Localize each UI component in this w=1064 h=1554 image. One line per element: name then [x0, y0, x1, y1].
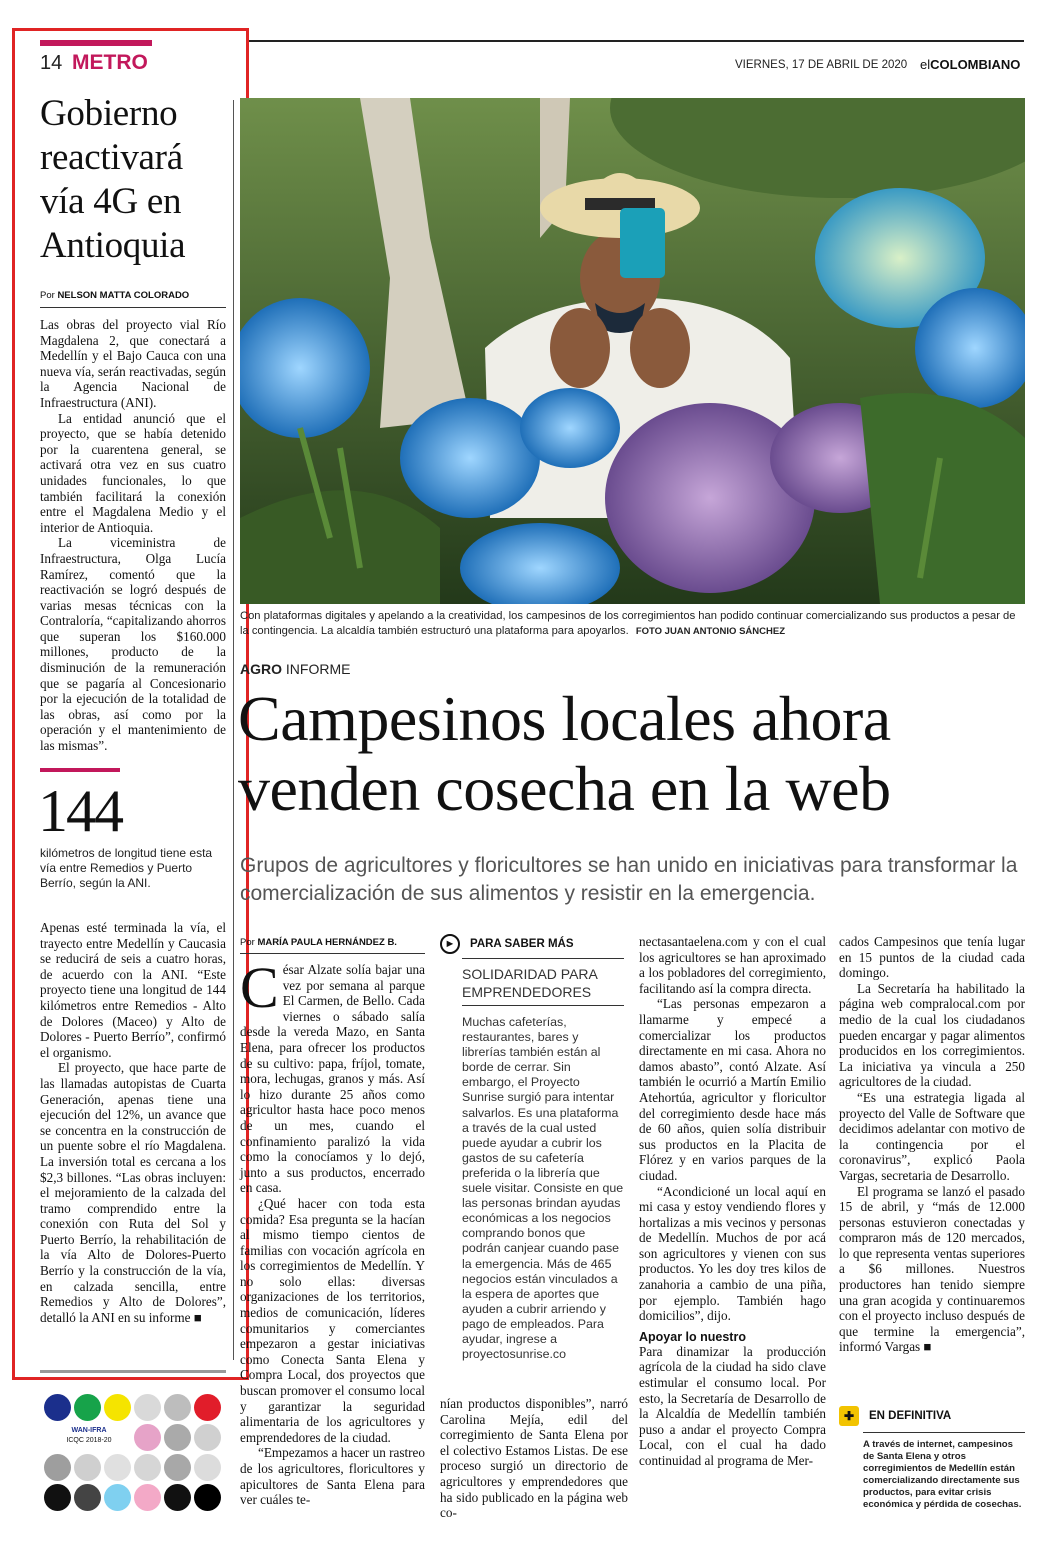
kicker-bold: AGRO [240, 661, 282, 677]
section-name: METRO [72, 51, 148, 74]
byline-prefix: Por [40, 290, 55, 301]
paragraph: ¿Qué hacer con toda esta comida? Esa pregunta se la hacían al mismo tiempo cientos de familias con vocación agrícola en los corregimientos de Medellín. Y no solo ellas: diversas organizaciones de los territorios, medios de comunicación, líderes comunitarios y comerciantes empezaron a gestar iniciativas como Conecta Santa Elena y Compra Local, dos proyectos que buscan promover el consumo local y garantizar la seguridad alimentaria de los agricultores y emprendedores de la ciudad. [240, 1195, 425, 1445]
color-swatch [104, 1454, 131, 1481]
paragraph: La viceministra de Infraestructura, Olga Lucía Ramírez, comentó que la reactivación se logró después de varias mesas técnicas con la Contraloría, “capitalizando ahorros que superan los $160.000 millones, producto de la disminución de la remuneración que se pagaría al Concesionario por la ejecución de la totalidad de las obras, así como por la operación y el mantenimiento de las mismas”. [40, 535, 226, 754]
photo-credit: FOTO JUAN ANTONIO SÁNCHEZ [635, 626, 786, 637]
header-rule [246, 40, 1024, 42]
sidebar-title: SOLIDARIDAD PARA EMPRENDEDORES [462, 966, 598, 1000]
stat-text: kilómetros de longitud tiene esta vía entre Remedios y Puerto Berrío, según la ANI. [40, 846, 213, 890]
paragraph: La entidad anunció que el proyecto, que se había detenido por la cuarentena general, se activará otra vez en sus cuatro unidades funcionales, lo que también facilitará la conexión entre el Magdalena Medio y el interior de Antioquia. [40, 410, 226, 535]
main-col-3 [639, 934, 826, 1469]
main-col-1 [240, 937, 425, 1508]
color-swatch [164, 1484, 191, 1511]
drop-cap: C [240, 955, 279, 1020]
summary-box [839, 1406, 1025, 1511]
color-control-bar [44, 1394, 220, 1544]
color-swatch [164, 1454, 191, 1481]
control-code: ICQC 2018-20 [66, 1437, 112, 1444]
paragraph: Las obras del proyecto vial Río Magdalena 2, que conectará a Medellín y el Bajo Cauca con una nueva vía, serán reactivadas, según la Agencia Nacional de Infraestructura (ANI). [40, 317, 226, 410]
main-deck: Grupos de agricultores y floricultores se han unido en iniciativas para transformar la comercialización de sus alimentos y resistir en la emergencia. [240, 854, 1018, 905]
paragraph: “Acondicioné un local aquí en mi casa y estoy vendiendo flores y hortalizas a mis vecinos y personas de Medellín. Muchos de por acá son agricultores y vienen con sus productos. Yo les doy tres kilos de zanahoria a cambio de una piña, por ejemplo. También hago domicilios”, dijo. [639, 1183, 826, 1324]
main-col-4 [839, 934, 1025, 1355]
megaphone-icon: ► [440, 934, 460, 954]
main-headline: Campesinos locales ahora venden cosecha en la web [238, 683, 891, 824]
summary-header [839, 1406, 1025, 1426]
sidebar-header [440, 934, 624, 954]
paragraph: Apenas esté terminada la vía, el trayecto entre Medellín y Caucasia se reducirá de seis a cuatro horas, de acuerdo con la ANI. “Este proyecto tiene una longitud de 144 kilómetros entre Remedios - Alto de Dolores (Maceo) y Alto de Dolores - Puerto Berrío”, confirmó el organismo. [40, 920, 226, 1060]
paragraph: “Es una estrategia ligada al proyecto del Valle de Software que decidimos adelantar con motivo de la contingencia por el coronavirus”, explicó Paola Vargas, secretaria de Desarrollo. [839, 1089, 1025, 1183]
color-swatch [194, 1454, 221, 1481]
color-swatch [74, 1394, 101, 1421]
control-brand: WAN-IFRA [71, 1427, 107, 1434]
paragraph: El programa se lanzó el pasado 15 de abril, y “más de 12.000 personas estuvieron conectadas y compraron más de 120 mercados, lo que representa ventas superiores a $6 millones. Nuestros productores han tenido siempre una gran acogida y continuaremos con el proyecto incluso después de que termine la emergencia”, informó Vargas ■ [839, 1183, 1025, 1355]
brand-prefix: el [920, 57, 931, 72]
page-number: 14 [40, 52, 63, 74]
highlight-frame [12, 28, 249, 1380]
paragraph: nectasantaelena.com y con el cual los agricultores se han aproximado a los pobladores del corregimiento, facilitando así la compra directa. [639, 934, 826, 996]
kicker-light: INFORME [285, 661, 351, 677]
sidebar-label: PARA SABER MÁS [470, 938, 574, 950]
color-swatch [194, 1484, 221, 1511]
caption-text: Con plataformas digitales y apelando a la creatividad, los campesinos de los corregimientos han podido continuar comercializando sus productos a pesar de la contingencia. La alcaldía también estructuró una plataforma para apoyarlos. [240, 610, 1016, 637]
color-swatch [134, 1484, 161, 1511]
color-swatch [164, 1424, 191, 1451]
main-byline [240, 937, 425, 948]
paragraph: El proyecto, que hace parte de las llamadas autopistas de Cuarta Generación, apenas tiene una ejecución del 12%, un avance que se concentra en la construcción de un puente sobre el río Magdalena. La inversión total es cercana a los $2,3 billones. “Las obras incluyen: el mejoramiento de la calzada del tramo comprendido entre la conexión con Ruta del Sol y Puerto Berrío, la rehabilitación de la vía Alto de Dolores-Puerto Berrío y la construcción de la vía, en calzada sencilla, entre Remedios y Alto de Dolores”, detalló la ANI en su informe ■ [40, 1060, 226, 1325]
paragraph: cados Campesinos que tenía lugar en 15 puntos de la ciudad cada domingo. [839, 934, 1025, 981]
paragraph: “Las personas empezaron a llamarme y empecé a comercializar los productos directamente en mi casa. Ahora no damos abasto”, contó Alzate. Así también le ocurrió a Martín Emilio Atehortúa, agricultor y floricultor del corregimiento desde hace más de 60 años, quien solía distribuir sus productos en la Placita de Flórez y en varios parques de la ciudad. [639, 996, 826, 1183]
color-swatch [44, 1454, 71, 1481]
byline-name: NELSON MATTA COLORADO [57, 290, 190, 301]
control-label [44, 1423, 134, 1451]
paragraph: nían productos disponibles”, narró Carolina Mejía, edil del corregimiento de Santa Elena por el colectivo Estamos Listas. De ese proceso surgió un directorio de agricultores y emprendedores que ha sido publicado en la página web co- [440, 1396, 628, 1521]
paragraph: Para dinamizar la producción agrícola de la ciudad ha sido clave estimular el consumo local. Por esto, la Secretaría de Desarrollo de la Alcaldía de Medellín también puso a andar el proyecto Compra Local, con el cual ha dado continuidad al programa de Mer- [639, 1343, 826, 1468]
byline-rule [240, 953, 425, 954]
color-swatch [44, 1394, 71, 1421]
subhead: Apoyar lo nuestro [639, 1329, 746, 1344]
kicker [240, 661, 350, 677]
color-swatch [74, 1454, 101, 1481]
summary-text: A través de internet, campesinos de Santa Elena y otros corregimientos de Medellín están comercializando directamente sus productos, para evitar crisis económica y pérdida de cosechas. [863, 1439, 1022, 1510]
sidebar-text: Muchas cafeterías, restaurantes, bares y librerías también están al borde de cerrar. Sin embargo, el Proyecto Sunrise surgió para intentar salvarlos. Es una plataforma a través de la cual usted puede ayudar a cubrir los gastos de su cafetería preferida o la librería que suele visitar. Consiste en que las personas brindan ayudas económicas a los negocios comprando bonos que podrán canjear cuando pase la emergencia. Más de 465 negocios están vinculados a la espera de aportes que ayuden a cubrir arriendo y pago de empleados. Para ayudar, ingrese a proyectosunrise.co [462, 1015, 624, 1362]
stat-number: 144 [38, 778, 122, 844]
main-col-2-bottom [440, 1396, 628, 1521]
color-swatch [194, 1424, 221, 1451]
summary-icon: ✚ [839, 1406, 859, 1426]
lead-photo [240, 98, 1025, 604]
summary-label: EN DEFINITIVA [869, 1410, 952, 1422]
photo-illustration [240, 98, 1025, 604]
paragraph: ésar Alzate solía bajar una vez por semana al parque El Carmen, de Bello. Cada viernes o sábado salía desde la vereda Mazo, en Santa Elena, para ofrecer los productos de su cultivo: papa, fríjol, tomate, mora, lechugas, granos y más. Así lo hizo durante 25 años como agricultor hasta hace poco menos de un mes, cuando el confinamiento paralizó la vida como la conocíamos y lo dejó, junto a sus productos, encerrado en casa. [240, 962, 425, 1196]
photo-caption [240, 609, 1025, 639]
color-swatch [134, 1424, 161, 1451]
sidebar-box [440, 934, 624, 1362]
color-swatch [134, 1454, 161, 1481]
color-swatch [44, 1484, 71, 1511]
color-swatch [164, 1394, 191, 1421]
color-swatch [194, 1394, 221, 1421]
color-swatch [74, 1484, 101, 1511]
brand-logo [920, 57, 1020, 72]
color-swatch [104, 1394, 131, 1421]
byline-name: MARÍA PAULA HERNÁNDEZ B. [257, 937, 397, 948]
left-story-title: Gobierno reactivará vía 4G en Antioquia [40, 93, 186, 266]
color-swatch [134, 1394, 161, 1421]
issue-date: VIERNES, 17 DE ABRIL DE 2020 [735, 59, 908, 71]
paragraph: La Secretaría ha habilitado la página web compralocal.com por medio de la cual los ciudadanos pueden encargar y pagar alimentos producidos en los corregimientos. La iniciativa ya vincula a 250 agricultores de la ciudad. [839, 980, 1025, 1090]
paragraph: “Empezamos a hacer un rastreo de los agricultores, floricultores y apicultores de Santa Elena para ver cuáles te- [240, 1445, 425, 1508]
swatch-grid [44, 1394, 220, 1511]
brand-name: COLOMBIANO [930, 57, 1021, 72]
byline-prefix: Por [240, 937, 255, 948]
color-swatch [104, 1484, 131, 1511]
